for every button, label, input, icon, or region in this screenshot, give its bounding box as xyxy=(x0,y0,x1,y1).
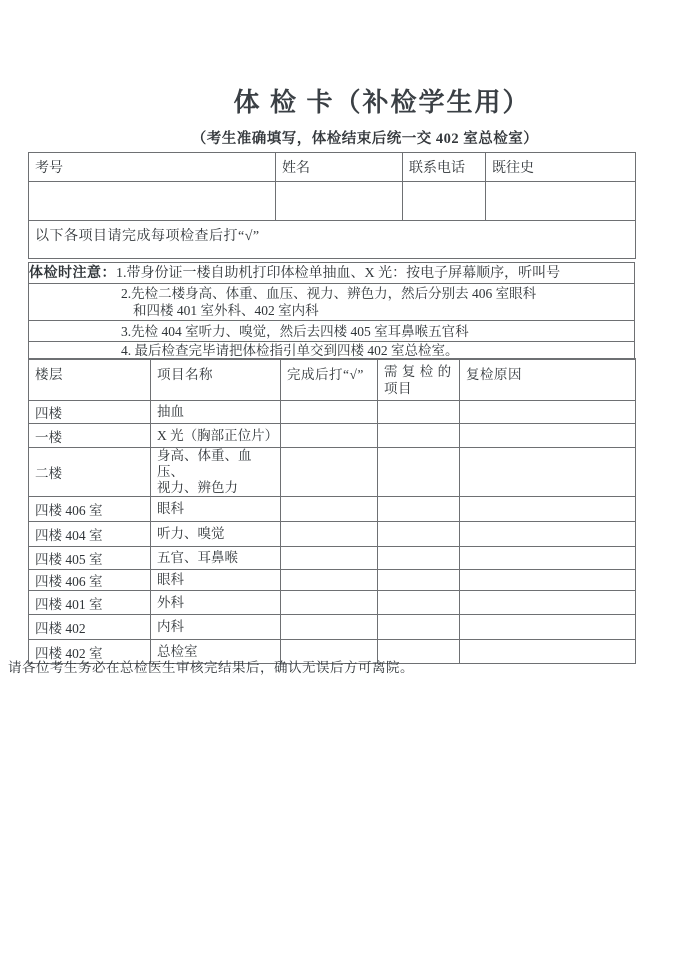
note-2-text-line1: 2.先检二楼身高、体重、血压、视力、辨色力，然后分别去 406 室眼科 xyxy=(121,286,537,301)
item-cell: 内科 xyxy=(151,615,281,640)
info-table xyxy=(28,152,636,259)
reason-cell xyxy=(460,448,636,497)
note-4-text: 4. 最后检查完毕请把体检指引单交到四楼 402 室总检室。 xyxy=(121,343,459,358)
schedule-row-vitals xyxy=(29,448,636,497)
note-2-cell xyxy=(29,284,635,321)
recheck-cell xyxy=(378,424,460,448)
note-row-3 xyxy=(29,321,635,342)
schedule-row-blood xyxy=(29,401,636,424)
note-row-4 xyxy=(29,342,635,360)
floor-cell: 四楼 402 xyxy=(29,615,151,640)
instruction-cell: 以下各项目请完成每项检查后打“√” xyxy=(29,221,636,259)
recheck-cell xyxy=(378,570,460,591)
item-cell: X 光（胸部正位片） xyxy=(151,424,281,448)
schedule-row-xray xyxy=(29,424,636,448)
done-cell xyxy=(281,424,378,448)
done-cell xyxy=(281,615,378,640)
floor-cell: 二楼 xyxy=(29,448,151,497)
done-cell xyxy=(281,522,378,547)
header-cell-history: 既往史 xyxy=(486,153,636,182)
note-row-2 xyxy=(29,284,635,321)
info-value-row xyxy=(29,182,636,221)
item-cell: 眼科 xyxy=(151,570,281,591)
done-cell xyxy=(281,448,378,497)
notes-label: 体检时注意： xyxy=(29,265,116,281)
header-cell-floor: 楼层 xyxy=(29,359,151,401)
floor-cell: 四楼 406 室 xyxy=(29,570,151,591)
recheck-cell xyxy=(378,591,460,615)
schedule-row-eye-2 xyxy=(29,570,636,591)
notes-table xyxy=(28,262,635,360)
reason-cell xyxy=(460,522,636,547)
recheck-cell xyxy=(378,615,460,640)
schedule-row-eye-1 xyxy=(29,497,636,522)
note-row-1 xyxy=(29,263,635,284)
item-cell: 听力、嗅觉 xyxy=(151,522,281,547)
done-cell xyxy=(281,570,378,591)
done-cell xyxy=(281,401,378,424)
recheck-cell xyxy=(378,547,460,570)
floor-cell: 四楼 406 室 xyxy=(29,497,151,522)
item-cell xyxy=(151,448,281,497)
exam-no-value-cell xyxy=(29,182,276,221)
footer-note: 请各位考生务必在总检医生审核完结果后，确认无误后方可离院。 xyxy=(8,660,414,675)
floor-cell: 四楼 405 室 xyxy=(29,547,151,570)
done-cell xyxy=(281,591,378,615)
floor-cell: 一楼 xyxy=(29,424,151,448)
header-cell-name: 姓名 xyxy=(276,153,403,182)
schedule-row-surgery xyxy=(29,591,636,615)
item-line2: 视力、辨色力 xyxy=(157,480,238,495)
item-cell: 五官、耳鼻喉 xyxy=(151,547,281,570)
schedule-row-hearing-smell xyxy=(29,522,636,547)
page-subtitle: （考生准确填写，体检结束后统一交 402 室总检室） xyxy=(191,131,539,147)
history-value-cell xyxy=(486,182,636,221)
item-cell: 总检室 xyxy=(151,640,281,664)
recheck-cell xyxy=(378,497,460,522)
note-1-cell xyxy=(29,263,635,284)
item-cell: 外科 xyxy=(151,591,281,615)
reason-cell xyxy=(460,424,636,448)
name-value-cell xyxy=(276,182,403,221)
schedule-table xyxy=(28,358,636,664)
reason-cell xyxy=(460,401,636,424)
reason-cell xyxy=(460,570,636,591)
item-cell: 眼科 xyxy=(151,497,281,522)
header-cell-exam-no: 考号 xyxy=(29,153,276,182)
page-title: 体 检 卡（补检学生用） xyxy=(233,88,531,117)
note-3-cell xyxy=(29,321,635,342)
reason-cell xyxy=(460,591,636,615)
done-cell xyxy=(281,497,378,522)
note-2-text-line2: 和四楼 401 室外科、402 室内科 xyxy=(133,303,319,318)
header-cell-item: 项目名称 xyxy=(151,359,281,401)
info-header-row xyxy=(29,153,636,182)
floor-cell: 四楼 xyxy=(29,401,151,424)
phone-value-cell xyxy=(403,182,486,221)
header-cell-phone: 联系电话 xyxy=(403,153,486,182)
header-cell-done: 完成后打“√” xyxy=(281,359,378,401)
header-recheck-line2: 项目 xyxy=(384,381,412,396)
instruction-row xyxy=(29,221,636,259)
header-cell-reason: 复检原因 xyxy=(460,359,636,401)
reason-cell xyxy=(460,615,636,640)
note-4-cell xyxy=(29,342,635,360)
item-cell: 抽血 xyxy=(151,401,281,424)
floor-cell: 四楼 401 室 xyxy=(29,591,151,615)
floor-cell: 四楼 402 室 xyxy=(29,640,151,664)
done-cell xyxy=(281,547,378,570)
reason-cell xyxy=(460,547,636,570)
reason-cell xyxy=(460,497,636,522)
schedule-row-internal xyxy=(29,615,636,640)
floor-cell: 四楼 404 室 xyxy=(29,522,151,547)
header-recheck-line1: 需 复 检 的 xyxy=(384,364,452,379)
header-cell-recheck xyxy=(378,359,460,401)
schedule-row-ent xyxy=(29,547,636,570)
schedule-header-row xyxy=(29,359,636,401)
item-line1: 身高、体重、血压、 xyxy=(157,448,252,479)
recheck-cell xyxy=(378,401,460,424)
note-3-text: 3.先检 404 室听力、嗅觉，然后去四楼 405 室耳鼻喉五官科 xyxy=(121,323,469,339)
recheck-cell xyxy=(378,448,460,497)
note-1-text: 1.带身份证一楼自助机打印体检单抽血、X 光：按电子屏幕顺序，听叫号 xyxy=(116,265,561,281)
recheck-cell xyxy=(378,522,460,547)
